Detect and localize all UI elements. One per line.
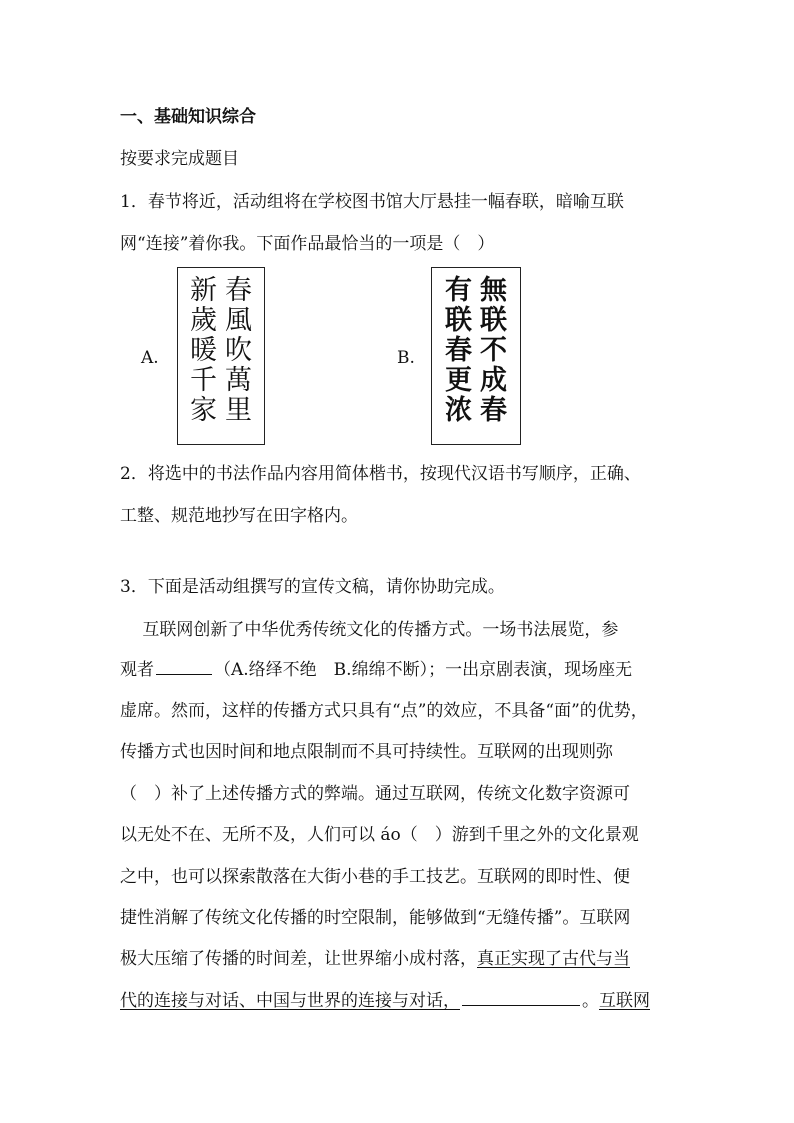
couplet-char: 联 xyxy=(480,305,507,336)
couplet-char: 春 xyxy=(445,335,472,366)
q3-paragraph-line: 捷性消解了传统文化传播的时空限制，能够做到“无缝传播”。互联网 xyxy=(120,908,631,928)
underlined-text: 互联网 xyxy=(599,991,650,1011)
instruction: 按要求完成题目 xyxy=(120,149,239,169)
section-title: 一、基础知识综合 xyxy=(120,107,256,127)
couplet-char: 不 xyxy=(480,335,507,366)
q3-paragraph-line xyxy=(120,659,632,681)
text-segment: 。 xyxy=(582,991,599,1011)
option-a-label: A. xyxy=(141,348,159,368)
q1-line1: 1．春节将近，活动组将在学校图书馆大厅悬挂一幅春联，暗喻互联 xyxy=(120,192,624,212)
couplet-b xyxy=(431,267,521,445)
underlined-text: 代的连接与对话、中国与世界的连接与对话， xyxy=(120,991,460,1011)
q2-line1: 2．将选中的书法作品内容用简体楷书，按现代汉语书写顺序，正确、 xyxy=(120,464,641,484)
text-segment: 观者 xyxy=(120,660,154,680)
couplet-char: 春 xyxy=(480,395,507,426)
couplet-char: 有 xyxy=(445,275,472,306)
q3-paragraph-line xyxy=(120,990,650,1012)
couplet-char: 千 xyxy=(190,365,217,396)
answer-blank[interactable] xyxy=(156,660,212,675)
couplet-a xyxy=(177,267,265,445)
couplet-char: 新 xyxy=(190,275,217,306)
couplet-b-right-column xyxy=(480,276,507,444)
text-segment: 极大压缩了传播的时间差，让世界缩小成村落， xyxy=(120,949,477,969)
couplet-char: 家 xyxy=(190,395,217,426)
couplet-char: 成 xyxy=(480,365,507,396)
couplet-char: 風 xyxy=(225,305,252,336)
underlined-text: 真正实现了古代与当 xyxy=(477,949,630,969)
q3-paragraph-line xyxy=(120,948,630,970)
q3-paragraph-line: 以无处不在、无所不及，人们可以 áo（ ）游到千里之外的文化景观 xyxy=(120,825,639,845)
q3-paragraph-line: 互联网创新了中华优秀传统文化的传播方式。一场书法展览，参 xyxy=(120,620,619,640)
couplet-char: 联 xyxy=(445,305,472,336)
q3-paragraph-line: 传播方式也因时间和地点限制而不具可持续性。互联网的出现则弥 xyxy=(120,742,613,762)
q3-paragraph-line: （ ）补了上述传播方式的弊端。通过互联网，传统文化数字资源可 xyxy=(120,784,630,804)
q3-paragraph-line: 虚席。然而，这样的传播方式只具有“点”的效应，不具备“面”的优势， xyxy=(120,701,648,721)
couplet-b-left-column xyxy=(445,276,472,444)
answer-blank[interactable] xyxy=(462,991,580,1006)
couplet-char: 無 xyxy=(480,275,507,306)
couplet-char: 歲 xyxy=(190,305,217,336)
couplet-char: 春 xyxy=(225,275,252,306)
q1-line2: 网“连接”着你我。下面作品最恰当的一项是（ ） xyxy=(120,234,495,254)
option-b-label: B. xyxy=(397,348,415,368)
q3-paragraph-line: 之中，也可以探索散落在大街小巷的手工技艺。互联网的即时性、便 xyxy=(120,867,630,887)
couplet-char: 更 xyxy=(445,365,472,396)
couplet-a-left-column xyxy=(190,276,217,444)
couplet-char: 浓 xyxy=(445,395,472,426)
couplet-char: 萬 xyxy=(225,365,252,396)
text-segment: （A.络绎不绝 B.绵绵不断）；一出京剧表演，现场座无 xyxy=(214,660,633,680)
couplet-char: 吹 xyxy=(225,335,252,366)
q3-intro: 3．下面是活动组撰写的宣传文稿，请你协助完成。 xyxy=(120,577,505,597)
couplet-a-right-column xyxy=(225,276,252,444)
couplet-char: 暖 xyxy=(190,335,217,366)
q2-line2: 工整、规范地抄写在田字格内。 xyxy=(120,506,358,526)
couplet-char: 里 xyxy=(225,395,252,426)
